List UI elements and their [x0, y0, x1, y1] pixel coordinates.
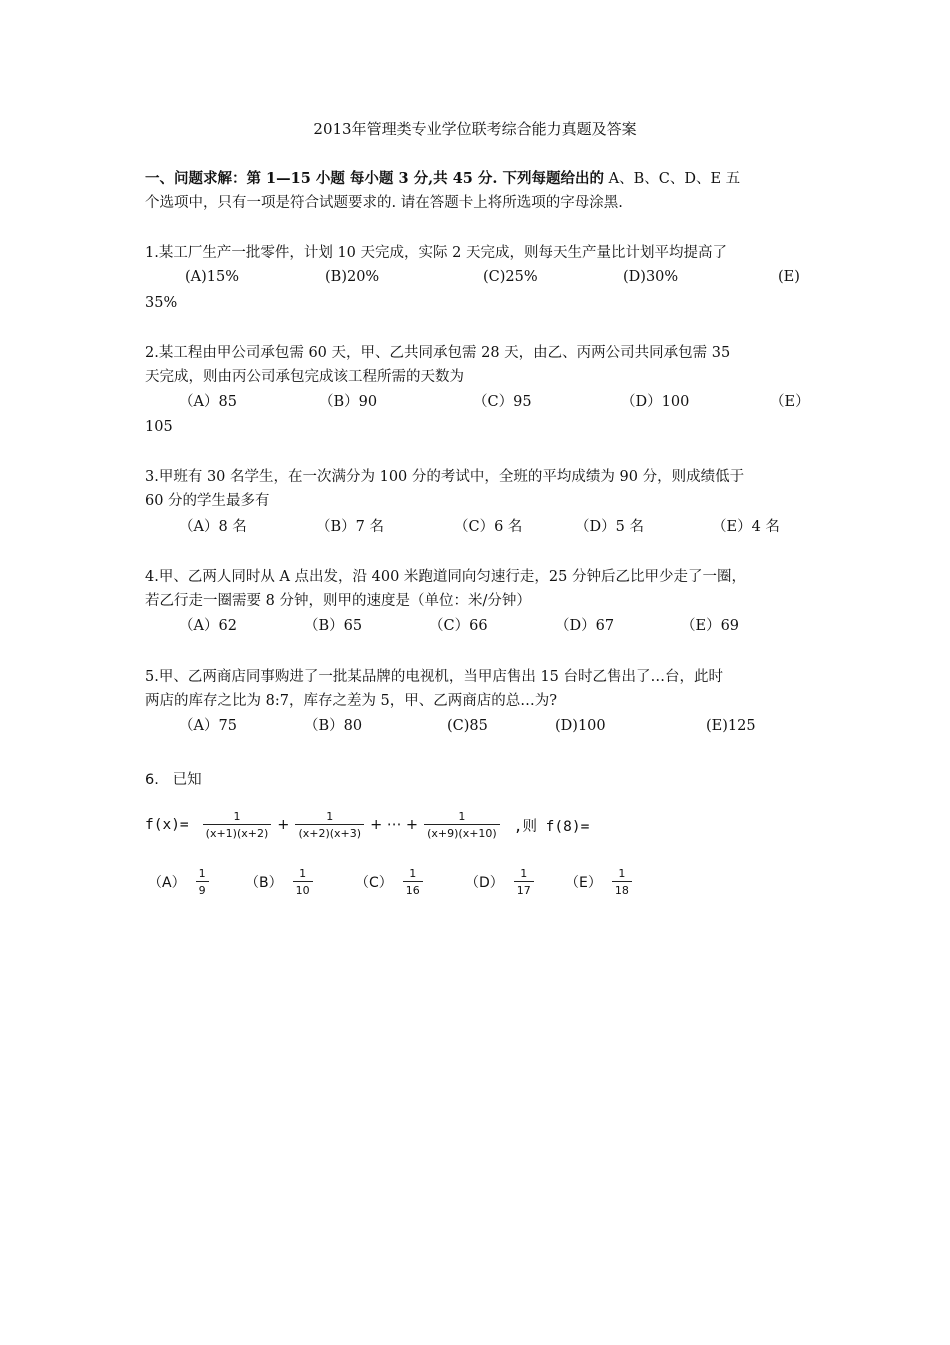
q6-option-a-label: （A）	[148, 875, 186, 891]
formula-term-2-numerator: 1	[326, 809, 334, 823]
formula-lhs: f(x)=	[145, 817, 189, 833]
question-4-text: 4.甲、乙两人同时从 A 点出发，沿 400 米跑道同向匀速行走，25 分钟后乙比甲少走了一圈，	[145, 569, 746, 585]
q6-option-e-denominator: 18	[612, 881, 632, 898]
q6-option-b-numerator: 1	[299, 866, 307, 880]
q6-option-e-fraction	[612, 867, 632, 898]
q6-option-b-denominator: 10	[293, 881, 313, 898]
page-title: 2013年管理类专业学位联考综合能力真题及答案	[313, 120, 637, 138]
section-heading	[145, 167, 810, 191]
formula-term-3-numerator: 1	[458, 809, 466, 823]
q4-option-e: （E）69	[681, 618, 740, 634]
q2-option-c: （C）95	[473, 394, 532, 410]
formula-term-3	[424, 810, 500, 841]
question-1-options	[185, 265, 810, 289]
q5-option-e: (E)125	[706, 718, 756, 734]
q6-option-e-label: （E）	[565, 875, 602, 891]
formula-term-2-denominator: (x+2)(x+3)	[295, 824, 364, 841]
formula-term-1-numerator: 1	[233, 809, 241, 823]
q5-option-c: (C)85	[447, 718, 488, 734]
q6-option-d	[465, 862, 534, 902]
q1-option-e: (E)	[778, 269, 800, 285]
formula-tail: ,则 f(8)=	[513, 818, 590, 835]
question-5-options	[179, 714, 810, 738]
q6-option-a-numerator: 1	[198, 866, 206, 880]
question-3-text: 3.甲班有 30 名学生，在一次满分为 100 分的考试中，全班的平均成绩为 90 分，则成绩低于	[145, 469, 745, 485]
q1-option-a: (A)15%	[185, 269, 240, 285]
question-3-text-line2: 60 分的学生最多有	[145, 493, 270, 509]
q6-option-d-label: （D）	[465, 875, 504, 891]
q2-option-e-value: 105	[145, 419, 173, 435]
question-4-text-line2: 若乙行走一圈需要 8 分钟，则甲的速度是（单位：米/分钟）	[145, 593, 531, 609]
q1-option-e-value: 35%	[145, 295, 178, 311]
q3-option-d: （D）5 名	[575, 519, 644, 535]
q5-option-b: （B）80	[304, 718, 363, 734]
q6-option-b	[245, 862, 313, 902]
q6-option-c-numerator: 1	[409, 866, 417, 880]
q6-option-c-fraction	[403, 867, 423, 898]
q6-option-a	[148, 862, 209, 902]
q6-option-b-fraction	[293, 867, 313, 898]
section-heading-bold: 一、问题求解：第 1—15 小题 每小题 3 分,共 45 分. 下列每题给出的	[145, 170, 605, 187]
q4-option-b: （B）65	[304, 618, 363, 634]
section-heading-rest: A、B、C、D、E 五	[604, 171, 741, 187]
q6-option-b-label: （B）	[245, 875, 283, 891]
q6-option-d-denominator: 17	[514, 881, 534, 898]
q6-option-a-denominator: 9	[196, 881, 209, 898]
q6-option-c-denominator: 16	[403, 881, 423, 898]
q3-option-c: （C）6 名	[454, 519, 523, 535]
formula-term-3-denominator: (x+9)(x+10)	[424, 824, 500, 841]
q5-option-d: (D)100	[555, 718, 606, 734]
formula-plus: +	[277, 817, 290, 833]
q6-option-d-fraction	[514, 867, 534, 898]
formula-term-1-denominator: (x+1)(x+2)	[203, 824, 272, 841]
q6-option-e-numerator: 1	[618, 866, 626, 880]
q2-option-a: （A）85	[179, 394, 237, 410]
q4-option-d: （D）67	[555, 618, 615, 634]
q6-option-d-numerator: 1	[520, 866, 528, 880]
q3-option-e: （E）4 名	[712, 519, 780, 535]
section-heading-line2: 个选项中，只有一项是符合试题要求的. 请在答题卡上将所选项的字母涂黑.	[145, 195, 623, 211]
question-6-formula	[145, 805, 589, 845]
question-2-text: 2.某工程由甲公司承包需 60 天，甲、乙共同承包需 28 天，由乙、丙两公司共同承包需 35	[145, 345, 731, 361]
q4-option-a: （A）62	[179, 618, 237, 634]
question-1-text: 1.某工厂生产一批零件，计划 10 天完成，实际 2 天完成，则每天生产量比计划平均提高了	[145, 245, 727, 261]
question-6-heading: 6. 已知	[145, 772, 202, 788]
formula-ellipsis: + ⋯ +	[370, 817, 419, 833]
q3-option-b: （B）7 名	[316, 519, 384, 535]
q2-option-b: （B）90	[319, 394, 378, 410]
question-5-text: 5.甲、乙两商店同事购进了一批某品牌的电视机，当甲店售出 15 台时乙售出了…台，此时	[145, 669, 724, 685]
q5-option-a: （A）75	[179, 718, 237, 734]
q4-option-c: （C）66	[429, 618, 488, 634]
question-2-options	[179, 390, 810, 414]
question-5-text-line2: 两店的库存之比为 8:7，库存之差为 5，甲、乙两商店的总…为?	[145, 693, 558, 709]
q2-option-e: （E）	[770, 394, 810, 410]
q6-option-a-fraction	[196, 867, 209, 898]
q2-option-d: （D）100	[621, 394, 690, 410]
q1-option-c: (C)25%	[483, 269, 538, 285]
q1-option-d: (D)30%	[623, 269, 679, 285]
q6-option-c-label: （C）	[355, 875, 393, 891]
formula-term-2	[295, 810, 364, 841]
question-3-options	[179, 515, 810, 539]
question-4-options	[179, 614, 810, 638]
q1-option-b: (B)20%	[325, 269, 380, 285]
question-2-text-line2: 天完成，则由丙公司承包完成该工程所需的天数为	[145, 369, 464, 385]
q3-option-a: （A）8 名	[179, 519, 247, 535]
formula-term-1	[203, 810, 272, 841]
q6-option-e	[565, 862, 632, 902]
q6-option-c	[355, 862, 423, 902]
